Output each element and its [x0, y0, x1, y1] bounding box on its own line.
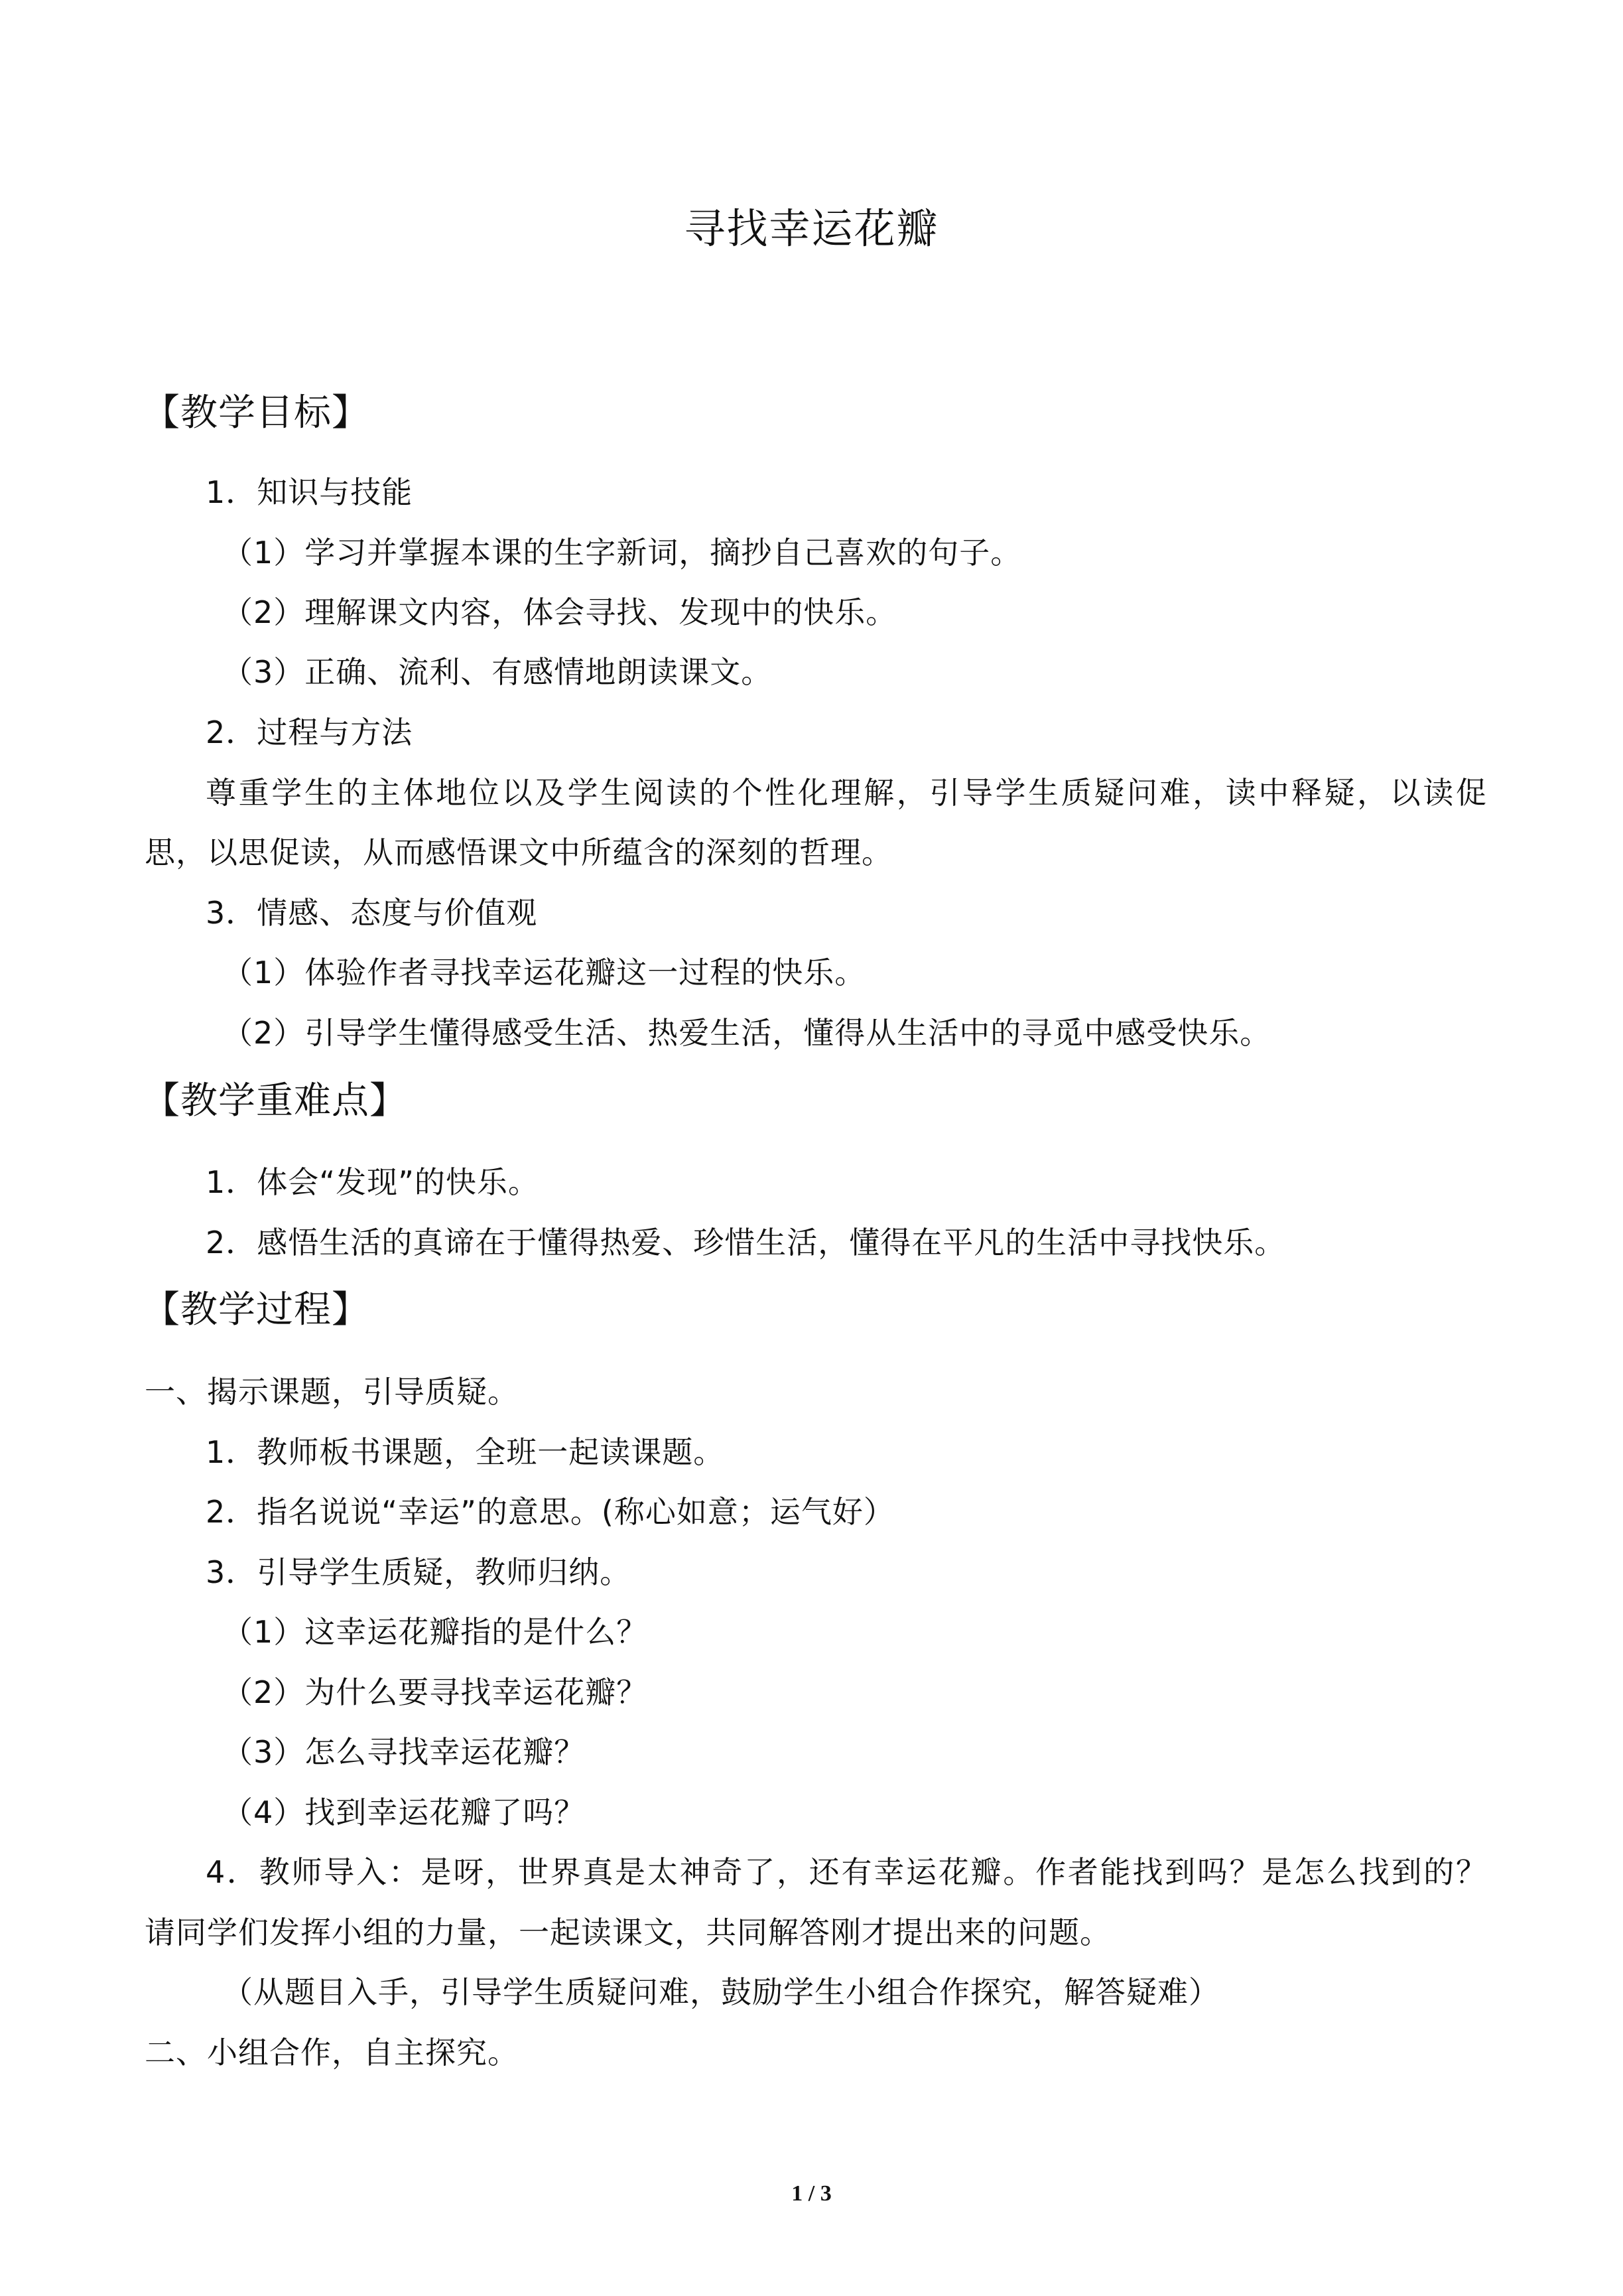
section-heading-key-points: 【教学重难点】 [143, 1079, 407, 1122]
process-line-11: （从题目入手，引导学生质疑问难，鼓励学生小组合作探究，解答疑难） [222, 1974, 1220, 2010]
process-line-6: （2）为什么要寻找幸运花瓣？ [222, 1674, 648, 1710]
objectives-line-5: 2．过程与方法 [206, 714, 413, 750]
objectives-line-10: （2）引导学生懂得感受生活、热爱生活，懂得从生活中的寻觅中感受快乐。 [222, 1015, 1271, 1051]
objectives-line-3: （2）理解课文内容，体会寻找、发现中的快乐。 [222, 594, 897, 630]
process-line-10: 请同学们发挥小组的力量，一起读课文，共同解答刚才提出来的问题。 [145, 1915, 1111, 1950]
objectives-line-8: 3．情感、态度与价值观 [206, 895, 538, 931]
document-title: 寻找幸运花瓣 [684, 204, 939, 253]
process-line-1: 一、揭示课题，引导质疑。 [145, 1374, 519, 1410]
process-line-4: 3．引导学生质疑，教师归纳。 [206, 1554, 631, 1590]
objectives-line-9: （1）体验作者寻找幸运花瓣这一过程的快乐。 [222, 955, 866, 990]
objectives-line-6: 尊重学生的主体地位以及学生阅读的个性化理解，引导学生质疑问难，读中释疑，以读促 [206, 775, 1487, 811]
process-line-3: 2．指名说说“幸运”的意思。(称心如意；运气好） [206, 1494, 895, 1530]
section-heading-objectives: 【教学目标】 [143, 391, 369, 435]
process-line-12: 二、小组合作，自主探究。 [145, 2035, 519, 2070]
key-points-line-2: 2．感悟生活的真谛在于懂得热爱、珍惜生活，懂得在平凡的生活中寻找快乐。 [206, 1225, 1286, 1260]
objectives-line-4: （3）正确、流利、有感情地朗读课文。 [222, 654, 773, 690]
objectives-line-7: 思，以思促读，从而感悟课文中所蕴含的深刻的哲理。 [145, 835, 893, 870]
process-line-2: 1．教师板书课题，全班一起读课题。 [206, 1434, 725, 1470]
process-line-9: 4．教师导入：是呀，世界真是太神奇了，还有幸运花瓣。作者能找到吗？是怎么找到的？ [206, 1854, 1487, 1890]
key-points-line-1: 1．体会“发现”的快乐。 [206, 1164, 539, 1200]
objectives-line-2: （1）学习并掌握本课的生字新词，摘抄自己喜欢的句子。 [222, 535, 1022, 571]
process-line-7: （3）怎么寻找幸运花瓣？ [222, 1734, 586, 1770]
page-number: 1 / 3 [791, 2181, 832, 2206]
section-heading-process: 【教学过程】 [143, 1288, 369, 1331]
process-line-5: （1）这幸运花瓣指的是什么？ [222, 1614, 648, 1650]
objectives-line-1: 1．知识与技能 [206, 474, 413, 510]
process-line-8: （4）找到幸运花瓣了吗？ [222, 1794, 586, 1830]
